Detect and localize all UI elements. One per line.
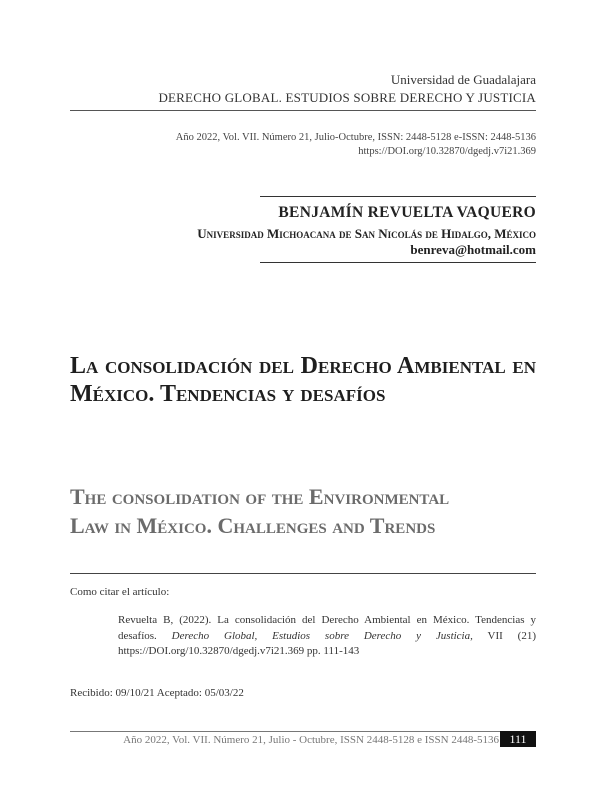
university-name: Universidad de Guadalajara [390, 72, 536, 87]
citation-part-1: Revuelta B, (2022). La consolidación del Derecho Ambiental en México. Tendencias y desafíos. [118, 614, 536, 642]
page-number: 111 [500, 731, 536, 747]
author-bottom-divider [260, 262, 536, 263]
english-title-line-1: The consolidation of the Environmental [70, 484, 450, 509]
received-accepted-dates: Recibido: 09/10/21 Aceptado: 05/03/22 [70, 687, 244, 699]
citation-label: Como citar el artículo: [70, 586, 170, 598]
citation-divider [70, 573, 536, 574]
footer-divider [70, 731, 500, 732]
footer-issue-info: Año 2022, Vol. VII. Número 21, Julio - Octubre, ISSN 2448-5128 e ISSN 2448-5136 [123, 734, 499, 746]
author-top-divider [260, 196, 536, 197]
article-title-english [70, 482, 536, 540]
doi-link[interactable]: https://DOI.org/10.32870/dgedj.v7i21.369 [358, 146, 536, 157]
citation-journal: Derecho Global, Estudios sobre Derecho y Justicia, [171, 629, 473, 642]
author-name: BENJAMÍN REVUELTA VAQUERO [278, 204, 536, 221]
author-affiliation: Universidad Michoacana de San Nicolás de Hidalgo, México [197, 226, 536, 241]
citation-text [118, 613, 536, 660]
citation-part-2: VII (21) https://DOI.org/10.32870/dgedj.v7i21.369 pp. 111-143 [118, 629, 537, 657]
journal-title: DERECHO GLOBAL. ESTUDIOS SOBRE DERECHO Y JUSTICIA [158, 90, 536, 105]
header-divider [70, 110, 536, 111]
author-email[interactable]: benreva@hotmail.com [410, 242, 536, 257]
issue-info: Año 2022, Vol. VII. Número 21, Julio-Octubre, ISSN: 2448-5128 e-ISSN: 2448-5136 [175, 132, 536, 143]
article-title-spanish: La consolidación del Derecho Ambiental en México. Tendencias y desafíos [70, 353, 536, 407]
english-title-line-2: Law in México. Challenges and Trends [70, 513, 436, 538]
